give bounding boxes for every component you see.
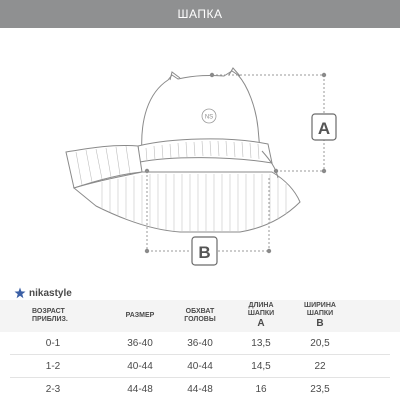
- cell-age: 2-3: [45, 383, 61, 395]
- cell-width: 22: [314, 360, 326, 372]
- hat-diagram: [0, 28, 400, 280]
- cell-head: 40-44: [187, 360, 213, 372]
- cell-age: 1-2: [45, 360, 61, 372]
- cell-head: 36-40: [187, 337, 213, 349]
- label-b: B: [198, 243, 211, 262]
- page-title: ШАПКА: [177, 7, 223, 21]
- cell-size: 36-40: [127, 337, 153, 349]
- header-head: ОБХВАТ ГОЛОВЫ: [184, 307, 216, 323]
- lower-flap: [74, 172, 300, 232]
- table-row: [0, 332, 400, 354]
- cell-size: 40-44: [127, 360, 153, 372]
- brand-logo: [14, 287, 72, 299]
- logo-mark: NS: [204, 114, 214, 121]
- cell-age: 0-1: [45, 337, 61, 349]
- cell-width: 23,5: [310, 383, 330, 395]
- label-a: A: [317, 119, 331, 138]
- brand-name: nikastyle: [29, 287, 72, 299]
- cell-length: 13,5: [251, 337, 271, 349]
- hat-band: [138, 139, 272, 163]
- cell-length: 14,5: [251, 360, 271, 372]
- cell-size: 44-48: [127, 383, 153, 395]
- cell-width: 20,5: [310, 337, 330, 349]
- star-icon: [14, 287, 26, 299]
- cell-length: 16: [255, 383, 267, 395]
- cell-head: 44-48: [187, 383, 213, 395]
- table-header: [0, 300, 400, 332]
- header-width: ШИРИНА ШАПКИ B: [304, 302, 336, 330]
- table-row: [0, 355, 400, 377]
- header-length: ДЛИНА ШАПКИ A: [247, 302, 275, 330]
- size-table: [0, 300, 400, 400]
- header-age: ВОЗРАСТ ПРИБЛИЗ.: [32, 307, 68, 323]
- header-size: РАЗМЕР: [125, 311, 155, 319]
- table-row: [0, 378, 400, 400]
- header-bar: [0, 0, 400, 28]
